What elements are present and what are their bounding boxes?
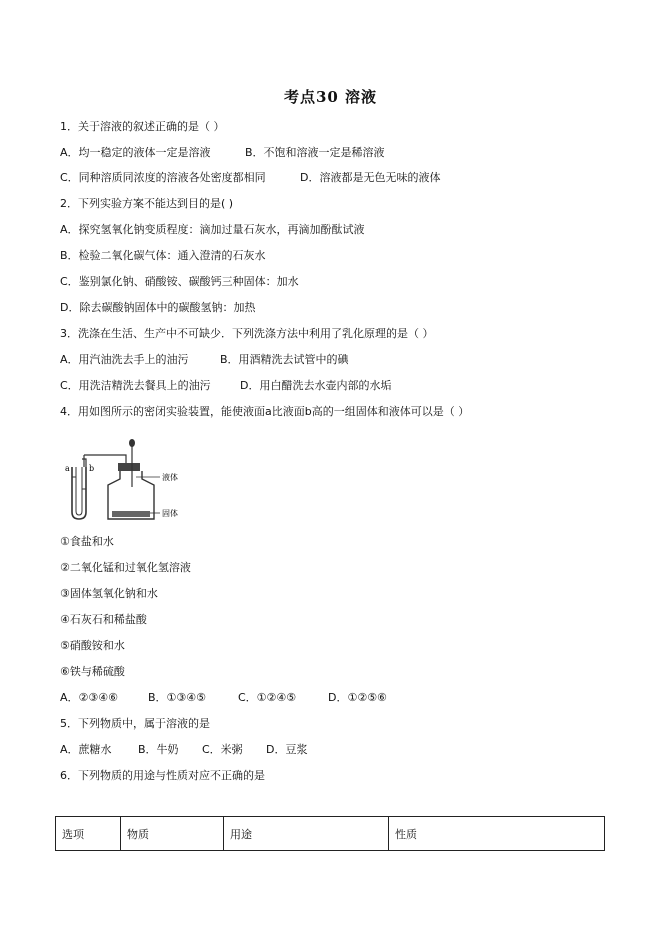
option-b: B．不饱和溶液一定是稀溶液 [245,146,385,159]
solid [112,511,150,517]
page-title: 考点30 溶液 [283,88,378,106]
option-a: A．蔗糖水 [60,743,112,756]
question-4-item-1: ①食盐和水 [60,535,114,548]
question-3-options-row-2 [60,379,391,393]
question-4-item-4: ④石灰石和稀盐酸 [60,613,147,626]
header-use: 用途 [224,817,389,851]
option-c: C．同种溶质同浓度的溶液各处密度都相同 [60,171,266,184]
option-d: D．①②⑤⑥ [328,691,387,704]
label-liquid: 液体 [162,473,178,482]
question-6-table [55,816,605,851]
question-5-options [60,743,307,757]
question-4-item-2: ②二氧化锰和过氧化氢溶液 [60,561,191,574]
u-tube-outer [72,467,86,519]
dropper-bulb [129,439,135,447]
option-a: A．用汽油洗去手上的油污 [60,353,189,366]
question-3-options-row-1 [60,353,349,367]
option-b: B．牛奶 [138,743,179,756]
question-2-stem: 2．下列实验方案不能达到目的是( ) [60,197,234,210]
question-4-item-5: ⑤硝酸铵和水 [60,639,125,652]
question-4-options [60,691,387,705]
question-4-item-6: ⑥铁与稀硫酸 [60,665,125,678]
question-2-option-d: D．除去碳酸钠固体中的碳酸氢钠：加热 [60,301,256,314]
connecting-tube [84,455,126,463]
table-header-row [56,817,605,851]
label-a: a [65,464,70,473]
header-option: 选项 [56,817,121,851]
question-2-option-c: C．鉴别氯化钠、硝酸铵、碳酸钙三种固体：加水 [60,275,299,288]
question-1-options-row-2 [60,171,440,185]
option-d: D．用白醋洗去水壶内部的水垢 [240,379,392,392]
option-d: D．溶液都是无色无味的液体 [300,171,441,184]
question-1-options-row-1 [60,146,385,160]
option-d: D．豆浆 [266,743,308,756]
question-2-option-b: B．检验二氧化碳气体：通入澄清的石灰水 [60,249,266,262]
label-b: b [89,464,95,473]
header-property: 性质 [389,817,605,851]
question-4-stem: 4．用如图所示的密闭实验装置，能使液面a比液面b高的一组固体和液体可以是（ ） [60,405,470,418]
option-c: C．①②④⑤ [238,691,297,704]
option-b: B．用酒精洗去试管中的碘 [220,353,349,366]
question-3-stem: 3．洗涤在生活、生产中不可缺少．下列洗涤方法中利用了乳化原理的是（ ） [60,327,434,340]
u-tube-inner [76,467,82,515]
apparatus-figure [60,437,200,527]
question-2-option-a: A．探究氢氧化钠变质程度：滴加过量石灰水，再滴加酚酞试液 [60,223,365,236]
option-a: A．均一稳定的液体一定是溶液 [60,146,211,159]
option-c: C．用洗洁精洗去餐具上的油污 [60,379,211,392]
option-c: C．米粥 [202,743,243,756]
question-4-item-3: ③固体氢氧化钠和水 [60,587,158,600]
label-solid: 固体 [162,509,178,518]
option-a: A．②③④⑥ [60,691,118,704]
question-5-stem: 5．下列物质中，属于溶液的是 [60,717,210,730]
header-substance: 物质 [121,817,224,851]
option-b: B．①③④⑤ [148,691,206,704]
stopper [118,463,140,471]
question-6-stem: 6．下列物质的用途与性质对应不正确的是 [60,769,265,782]
question-1-stem: 1．关于溶液的叙述正确的是（ ） [60,120,225,133]
